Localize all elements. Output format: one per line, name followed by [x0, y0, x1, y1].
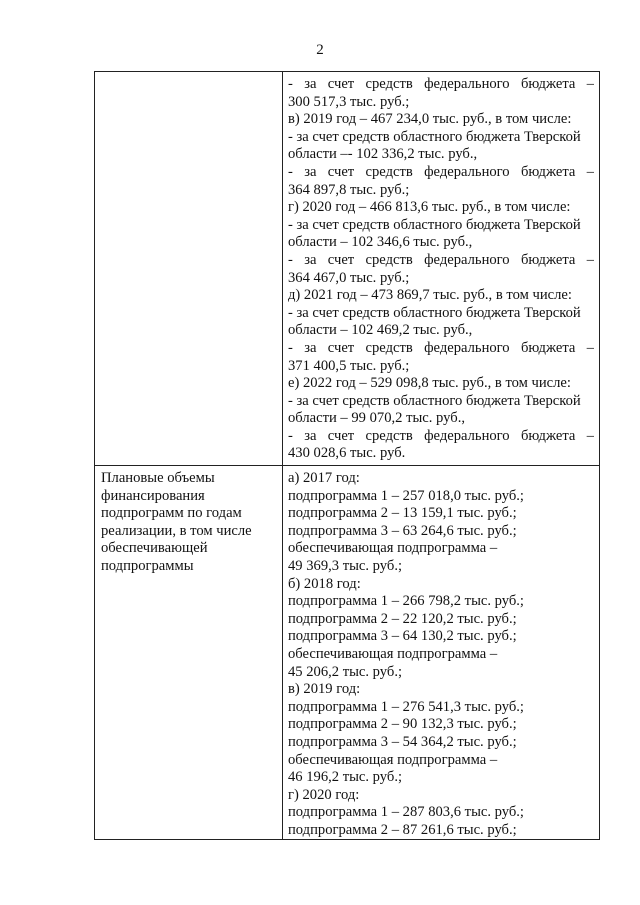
cell-text-line: подпрограмма 1 – 257 018,0 тыс. руб.;	[288, 487, 524, 504]
cell-text-line: 430 028,6 тыс. руб.	[288, 445, 406, 462]
cell-text-line: подпрограмма 2 – 22 120,2 тыс. руб.;	[288, 610, 517, 627]
cell-text-line: 300 517,3 тыс. руб.;	[288, 93, 410, 110]
cell-text-line: 49 369,3 тыс. руб.;	[288, 557, 403, 574]
cell-text-line: подпрограмма 3 – 54 364,2 тыс. руб.;	[288, 733, 517, 750]
row-1-right-cell	[283, 72, 600, 466]
cell-text-line: обеспечивающей	[101, 540, 208, 557]
cell-text-line: области –- 102 336,2 тыс. руб.,	[288, 146, 478, 163]
cell-text-line: области – 102 469,2 тыс. руб.,	[288, 322, 473, 339]
cell-text-line: Плановые объемы	[101, 470, 215, 486]
cell-text-line: подпрограмм по годам	[101, 505, 242, 522]
row-1-left-cell	[95, 72, 283, 466]
cell-text-line: - за счет средств областного бюджета Тверской	[288, 216, 581, 233]
row-2-right-cell	[283, 466, 600, 840]
table-row-federal-budget	[95, 72, 600, 466]
cell-text-line: - за счет средств федерального бюджета –	[288, 251, 594, 268]
table-row-planned-volumes	[95, 466, 600, 840]
cell-text-line: 45 206,2 тыс. руб.;	[288, 663, 403, 680]
cell-text-line: 364 467,0 тыс. руб.;	[288, 269, 410, 286]
cell-text-line: подпрограммы	[101, 557, 194, 574]
financing-table	[94, 71, 600, 840]
cell-text-line: подпрограмма 1 – 287 803,6 тыс. руб.;	[288, 804, 524, 821]
cell-text-line: подпрограмма 3 – 64 130,2 тыс. руб.;	[288, 628, 517, 645]
cell-text-line: в) 2019 год – 467 234,0 тыс. руб., в том числе:	[288, 111, 572, 128]
cell-text-line: д) 2021 год – 473 869,7 тыс. руб., в том числе:	[288, 287, 572, 304]
cell-text-line: - за счет средств областного бюджета Тверской	[288, 304, 581, 321]
cell-text-line: - за счет средств областного бюджета Тверской	[288, 392, 581, 409]
cell-text-line: а) 2017 год:	[288, 470, 360, 486]
cell-text-line: г) 2020 год – 466 813,6 тыс. руб., в том числе:	[288, 199, 571, 216]
cell-text-line: обеспечивающая подпрограмма –	[288, 645, 498, 662]
cell-text-line: - за счет средств федерального бюджета –	[288, 163, 594, 180]
cell-text-line: 371 400,5 тыс. руб.;	[288, 357, 410, 374]
cell-text-line: б) 2018 год:	[288, 575, 361, 592]
cell-text-line: 364 897,8 тыс. руб.;	[288, 181, 410, 198]
cell-text-line: г) 2020 год:	[288, 786, 360, 803]
cell-text-line: обеспечивающая подпрограмма –	[288, 751, 498, 768]
cell-text-line: - за счет средств федерального бюджета –	[288, 76, 594, 92]
cell-text-line: подпрограмма 2 – 90 132,3 тыс. руб.;	[288, 716, 517, 733]
cell-text-line: подпрограмма 1 – 266 798,2 тыс. руб.;	[288, 593, 524, 610]
cell-text-line: в) 2019 год:	[288, 681, 361, 698]
cell-text-line: 46 196,2 тыс. руб.;	[288, 769, 403, 786]
cell-text-line: финансирования	[101, 487, 205, 504]
cell-text-line: области – 99 070,2 тыс. руб.,	[288, 410, 465, 427]
cell-text-line: е) 2022 год – 529 098,8 тыс. руб., в том числе:	[288, 375, 571, 392]
row-1-left-text	[95, 72, 282, 76]
row-1-right-text	[283, 72, 599, 463]
cell-text-line: - за счет средств федерального бюджета –	[288, 427, 594, 444]
row-2-left-text	[95, 466, 282, 576]
cell-text-line: подпрограмма 2 – 13 159,1 тыс. руб.;	[288, 505, 517, 522]
row-2-left-cell	[95, 466, 283, 840]
cell-text-line: подпрограмма 1 – 276 541,3 тыс. руб.;	[288, 698, 524, 715]
cell-text-line: обеспечивающая подпрограмма –	[288, 540, 498, 557]
cell-text-line: - за счет средств областного бюджета Тверской	[288, 128, 581, 145]
cell-text-line: - за счет средств федерального бюджета –	[288, 339, 594, 356]
cell-text-line: подпрограмма 2 – 87 261,6 тыс. руб.;	[288, 821, 517, 838]
page-number: 2	[316, 42, 324, 58]
cell-text-line: подпрограмма 3 – 63 264,6 тыс. руб.;	[288, 522, 517, 539]
cell-text-line: реализации, в том числе	[101, 522, 252, 539]
cell-text-line: области – 102 346,6 тыс. руб.,	[288, 234, 473, 251]
row-2-right-text	[283, 466, 599, 839]
